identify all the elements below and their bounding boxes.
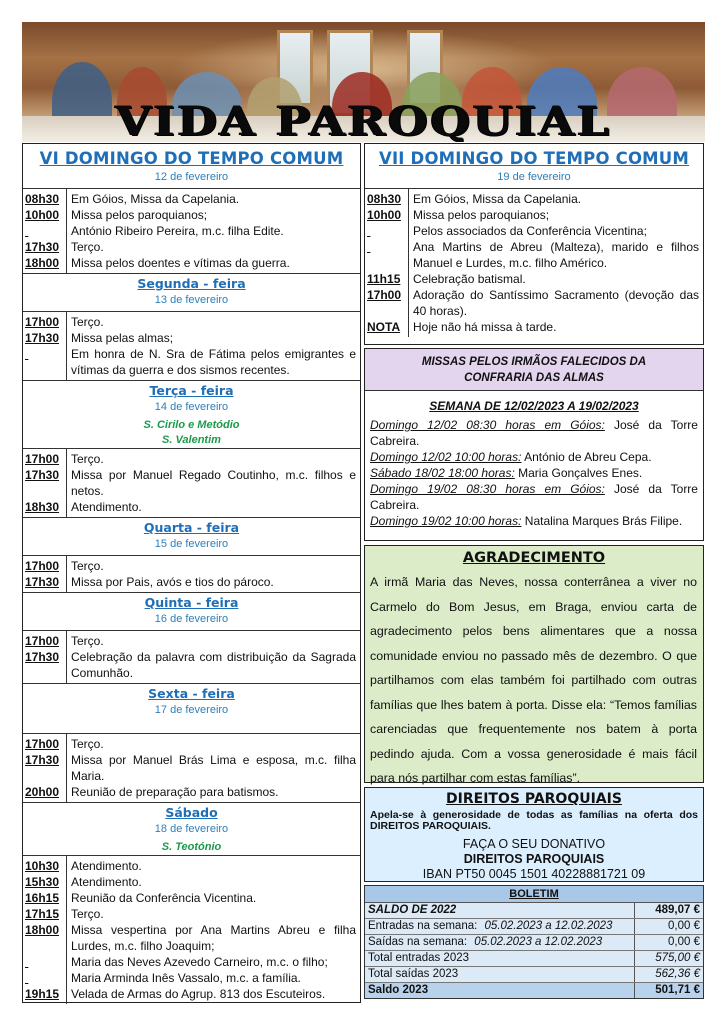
entry-line: Terço. [71, 559, 104, 573]
entry-time: 17h15 [25, 907, 60, 921]
day-entries [23, 312, 360, 381]
weekday-list [23, 274, 360, 1004]
direitos-title: DIREITOS PAROQUIAIS [446, 791, 622, 807]
missa-item [365, 513, 703, 529]
boletim-period: 05.02.2023 a 12.02.2023 [484, 920, 613, 932]
missas-section [364, 348, 704, 541]
entry-line: Missa por Manuel Brás Lima e esposa, m.c. filha Maria. [71, 753, 356, 783]
donation-account-name: DIREITOS PAROQUIAIS [463, 852, 605, 866]
entry-line: Maria das Neves Azevedo Carneiro, m.c. o filho; [71, 955, 328, 969]
sunday-header [23, 144, 360, 189]
boletim-label-text: Total saídas 2023 [368, 968, 459, 980]
sunday-title: VI DOMINGO DO TEMPO COMUM [39, 149, 344, 168]
time-column [23, 734, 67, 802]
missa-name: Maria Gonçalves Enes. [518, 466, 643, 480]
entry-time [25, 223, 66, 239]
day-title: Segunda - feira [137, 276, 246, 291]
entry-line: Celebração batismal. [413, 272, 526, 286]
entry-line: Atendimento. [71, 500, 142, 514]
boletim-label [365, 903, 635, 918]
direitos-appeal: Apela-se à generosidade de todas as famílias na oferta dos DIREITOS PAROQUIAIS. [370, 809, 698, 832]
entry-time: 17h00 [25, 634, 60, 648]
entry-line: Hoje não há missa à tarde. [413, 320, 557, 334]
entry-time: 16h15 [25, 891, 60, 905]
entry-line: Terço. [71, 240, 104, 254]
agradecimento-title: AGRADECIMENTO [462, 550, 606, 566]
boletim-value: 501,71 € [655, 984, 700, 996]
day-date: 15 de fevereiro [154, 538, 229, 550]
left-column-schedule [22, 143, 361, 1003]
entry-time: 17h30 [25, 650, 60, 664]
boletim-period: 05.02.2023 a 12.02.2023 [474, 936, 603, 948]
time-column [365, 189, 409, 337]
boletim-title: BOLETIM [365, 886, 703, 903]
time-column [23, 556, 67, 592]
day-entries [23, 556, 360, 593]
sunday-date: 12 de fevereiro [154, 171, 229, 183]
time-column [23, 631, 67, 683]
entry-time: 17h00 [25, 559, 60, 573]
entry-line: Celebração da palavra com distribuição da Sagrada Comunhão. [71, 650, 356, 680]
day-date: 18 de fevereiro [154, 823, 229, 835]
entry-line: Atendimento. [71, 859, 142, 873]
description-column [67, 556, 360, 592]
missa-item [365, 481, 703, 513]
boletim-label-text: SALDO DE 2022 [368, 904, 457, 916]
boletim-label-text: Saldo 2023 [368, 984, 429, 996]
entry-time: 18h30 [25, 500, 60, 514]
entry-time: 18h00 [25, 923, 60, 937]
entry-line: Missa pelos doentes e vítimas da guerra. [71, 256, 290, 270]
entry-time: 08h30 [367, 192, 402, 206]
entry-time: 17h30 [25, 753, 60, 767]
boletim-label [365, 983, 635, 998]
boletim-row [365, 951, 703, 967]
entry-line: Em Góios, Missa da Capelania. [413, 192, 582, 206]
missa-name: José da Torre Cabreira. [370, 418, 698, 448]
sunday-entries [365, 189, 703, 337]
entry-line: Terço. [71, 634, 104, 648]
entry-time [25, 346, 66, 378]
entry-line: Em Góios, Missa da Capelania. [71, 192, 240, 206]
boletim-table [364, 885, 704, 999]
boletim-label [365, 967, 635, 982]
header-banner [22, 22, 705, 142]
boletim-value: 562,36 € [655, 968, 700, 980]
description-column [67, 312, 360, 380]
entry-line: Missa pelos paroquianos; [71, 208, 208, 222]
day-title: Quarta - feira [143, 520, 240, 535]
missas-week: SEMANA DE 12/02/2023 A 19/02/2023 [429, 399, 639, 413]
day-header [23, 803, 360, 856]
sunday-date: 19 de fevereiro [497, 171, 571, 183]
day-title: Sábado [165, 805, 218, 820]
day-entries [23, 856, 360, 1004]
entry-line: Atendimento. [71, 875, 142, 889]
boletim-value: 0,00 € [668, 920, 700, 932]
boletim-label [365, 951, 635, 966]
day-title: Quinta - feira [144, 595, 239, 610]
description-column [67, 734, 360, 802]
entry-line: António Ribeiro Pereira, m.c. filha Edite. [71, 224, 284, 238]
missa-name: Natalina Marques Brás Filipe. [524, 514, 683, 528]
missa-item [365, 465, 703, 481]
iban: IBAN PT50 0045 1501 40228881721 09 [422, 867, 646, 881]
entry-time: 20h00 [25, 785, 60, 799]
entry-line: Missa por Manuel Regado Coutinho, m.c. filhos e netos. [71, 468, 356, 498]
entry-time [367, 239, 408, 271]
day-date: 13 de fevereiro [154, 294, 229, 306]
description-column [67, 189, 360, 273]
entry-time: 17h00 [25, 737, 60, 751]
boletim-value: 489,07 € [655, 904, 700, 916]
missa-item [365, 417, 703, 449]
entry-time: 17h00 [25, 315, 60, 329]
entry-line: Maria Arminda Inês Vassalo, m.c. a família. [71, 971, 301, 985]
missa-item [365, 449, 703, 465]
boletim-row [365, 919, 703, 935]
description-column [67, 449, 360, 517]
entry-time: 10h00 [25, 208, 60, 222]
sunday-title: VII DOMINGO DO TEMPO COMUM [378, 149, 690, 168]
boletim-rows [365, 903, 703, 998]
day-title: Sexta - feira [148, 686, 235, 701]
time-column [23, 856, 67, 1004]
missa-when: Sábado 18/02 18:00 horas: [370, 466, 515, 480]
entry-line: Missa vespertina por Ana Martins Abreu e filha Lurdes, m.c. filho Joaquim; [71, 923, 356, 953]
day-header [23, 593, 360, 631]
entry-time: 17h30 [25, 575, 60, 589]
sunday-header [365, 144, 703, 189]
entry-time: 17h30 [25, 331, 60, 345]
boletim-row [365, 935, 703, 951]
entry-time: 19h15 [25, 987, 60, 1001]
direitos-section [364, 787, 704, 882]
day-title: Terça - feira [149, 383, 234, 398]
day-entries [23, 734, 360, 803]
missas-heading-line: MISSAS PELOS IRMÃOS FALECIDOS DA [421, 356, 647, 368]
day-header [23, 381, 360, 449]
missa-name: António de Abreu Cepa. [524, 450, 652, 464]
entry-line: Ana Martins de Abreu (Malteza), marido e filhos Manuel e Lurdes, m.c. filho Américo. [413, 240, 699, 270]
entry-line: Missa pelos paroquianos; [413, 208, 550, 222]
entry-line: Reunião de preparação para batismos. [71, 785, 279, 799]
agradecimento-text: A irmã Maria das Neves, nossa conterrânea a viver no Carmelo do Bom Jesus, em Braga, enviou carta de agradecimento pelos bens alimentares que a nossa comunidade enviou no passado mês de dezembro. O que partilhamos com elas também foi partilhado com outras famílias que lhes batem à porta. Disse ela: “Temos famílias carenciadas que frequentemente nos batem à porta pedindo ajuda. Com a vossa generosidade é mais fácil para nós partilhar com estas famílias”. [370, 575, 697, 785]
entry-line: Terço. [71, 452, 104, 466]
description-column [409, 189, 703, 337]
entry-line: Terço. [71, 315, 104, 329]
time-column [23, 312, 67, 380]
missa-when: Domingo 19/02 08:30 horas em Góios: [370, 482, 605, 496]
saint-of-day: S. Valentim [162, 434, 221, 446]
boletim-row [365, 983, 703, 998]
boletim-label [365, 919, 635, 934]
page-title: VIDA PAROQUIAL [115, 98, 612, 142]
boletim-label-text: Saídas na semana: [368, 936, 468, 948]
entry-time: 10h30 [25, 859, 60, 873]
missa-name: José da Torre Cabreira. [370, 482, 698, 512]
entry-time: 10h00 [367, 208, 402, 222]
day-entries [23, 449, 360, 518]
entry-line: Terço. [71, 907, 104, 921]
boletim-label [365, 935, 635, 950]
entry-time [25, 954, 66, 970]
entry-line: Terço. [71, 737, 104, 751]
entry-time: 17h30 [25, 468, 60, 482]
entry-time: 08h30 [25, 192, 60, 206]
boletim-label-text: Total entradas 2023 [368, 952, 470, 964]
boletim-value: 0,00 € [668, 936, 700, 948]
day-header [23, 518, 360, 556]
missa-when: Domingo 19/02 10:00 horas: [370, 514, 522, 528]
time-column [23, 449, 67, 517]
day-date: 17 de fevereiro [154, 704, 229, 716]
boletim-value: 575,00 € [655, 952, 700, 964]
day-header [23, 274, 360, 312]
entry-time [25, 970, 66, 986]
entry-line: Missa pelas almas; [71, 331, 174, 345]
missa-when: Domingo 12/02 08:30 horas em Góios: [370, 418, 605, 432]
saint-of-day: S. Cirilo e Metódio [143, 419, 240, 431]
entry-line: Reunião da Conferência Vicentina. [71, 891, 257, 905]
entry-line: Velada de Armas do Agrup. 813 dos Escuteiros. [71, 987, 326, 1001]
description-column [67, 631, 360, 683]
boletim-label-text: Entradas na semana: [368, 920, 478, 932]
description-column [67, 856, 360, 1004]
entry-time: 17h00 [25, 452, 60, 466]
entry-time: 18h00 [25, 256, 60, 270]
day-entries [23, 631, 360, 684]
time-column [23, 189, 67, 273]
entry-time: 15h30 [25, 875, 60, 889]
missas-heading [365, 349, 703, 391]
donation-callout: FAÇA O SEU DONATIVO [462, 837, 606, 851]
sunday-entries [23, 189, 360, 274]
entry-line: Missa por Pais, avós e tios do pároco. [71, 575, 274, 589]
right-sunday-schedule [364, 143, 704, 345]
entry-time: 11h15 [367, 272, 401, 286]
saint-of-day: S. Teotónio [161, 841, 222, 853]
missas-list [365, 417, 703, 529]
missas-heading-line: CONFRARIA DAS ALMAS [464, 372, 604, 384]
day-date: 14 de fevereiro [154, 401, 229, 413]
entry-time [367, 223, 408, 239]
boletim-row [365, 967, 703, 983]
day-date: 16 de fevereiro [154, 613, 229, 625]
entry-line: Adoração do Santíssimo Sacramento (devoção das 40 horas). [413, 288, 699, 318]
agradecimento-section [364, 545, 704, 783]
entry-line: Pelos associados da Conferência Vicentina; [413, 224, 647, 238]
entry-line: Em honra de N. Sra de Fátima pelos emigrantes e vítimas da guerra e dos sismos recentes. [71, 347, 356, 377]
boletim-row [365, 903, 703, 919]
entry-time: 17h00 [367, 288, 402, 302]
entry-time: NOTA [367, 320, 401, 334]
day-header [23, 684, 360, 734]
missa-when: Domingo 12/02 10:00 horas: [370, 450, 522, 464]
entry-time: 17h30 [25, 240, 60, 254]
